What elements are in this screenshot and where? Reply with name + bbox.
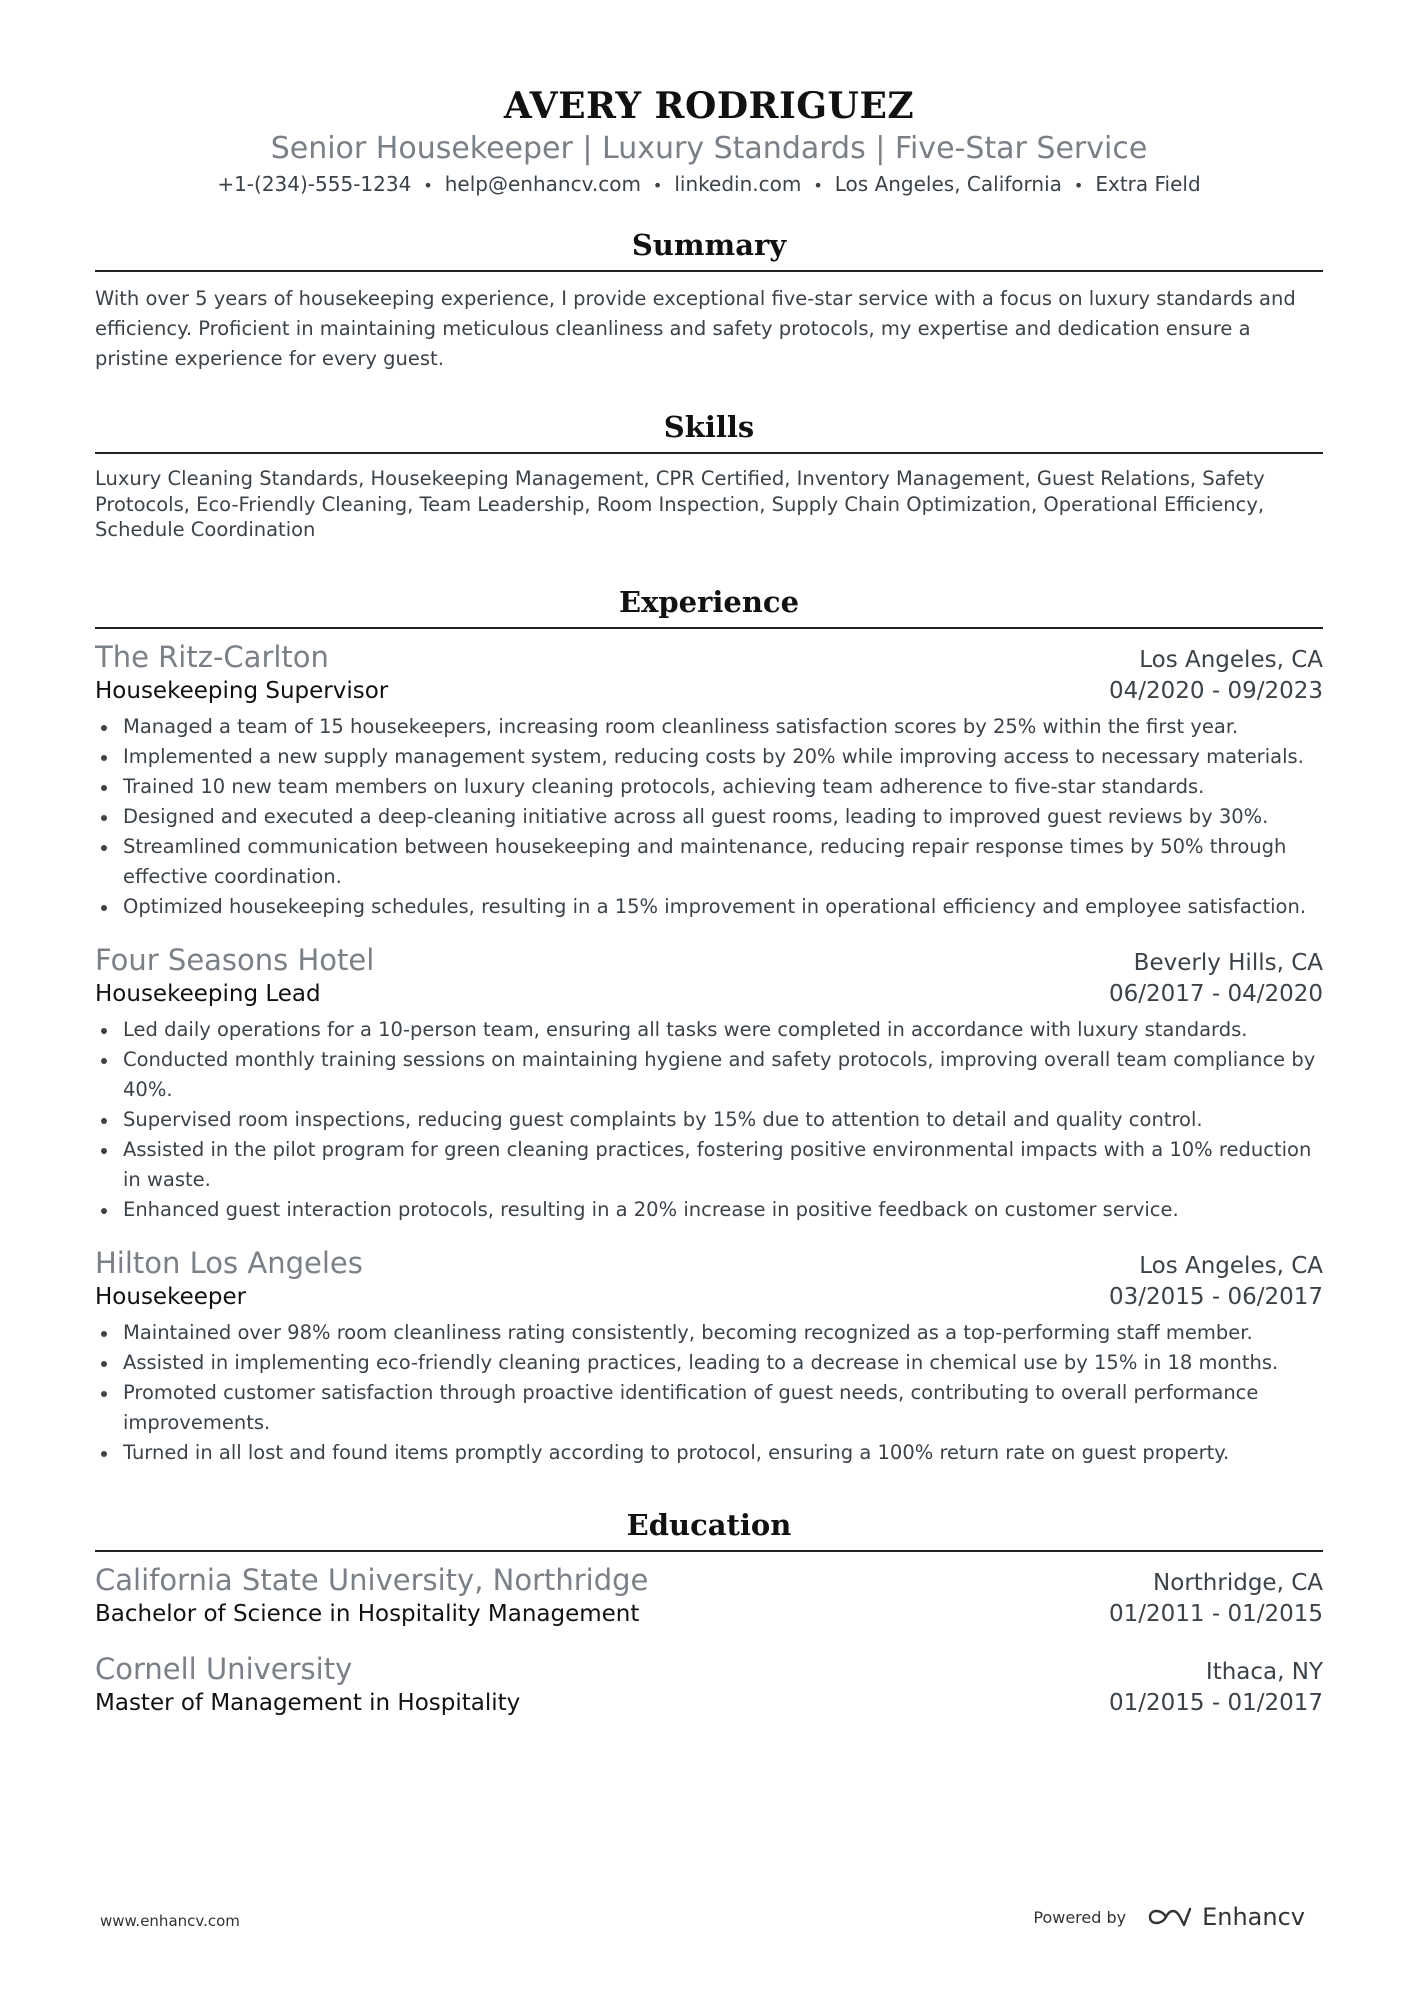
job-location: Beverly Hills, CA xyxy=(1133,949,1323,976)
job-dates: 04/2020 - 09/2023 xyxy=(1108,677,1323,704)
section-title-experience: Experience xyxy=(618,584,800,619)
list-item: Assisted in implementing eco-friendly cleaning practices, leading to a decrease in chemical use by 15% in 18 months. xyxy=(95,1348,1323,1378)
degree-name: Master of Management in Hospitality xyxy=(95,1689,521,1716)
brand-logo[interactable] xyxy=(1146,1903,1305,1931)
section-title-education: Education xyxy=(626,1507,792,1542)
contact-line xyxy=(95,170,1323,200)
footer-branding xyxy=(1033,1903,1305,1931)
brand-name: Enhancv xyxy=(1202,1903,1305,1931)
section-divider xyxy=(95,627,1323,629)
contact-location: Los Angeles, California xyxy=(834,172,1062,196)
list-item: Promoted customer satisfaction through proactive identification of guest needs, contributing to overall performance improvements. xyxy=(95,1378,1323,1438)
school-location: Northridge, CA xyxy=(1153,1569,1323,1596)
resume-page xyxy=(95,0,1323,1718)
list-item: Turned in all lost and found items promptly according to protocol, ensuring a 100% return rate on guest property. xyxy=(95,1438,1323,1468)
experience-entry xyxy=(95,942,1323,1225)
section-title-skills: Skills xyxy=(663,410,755,444)
contact-phone: +1-(234)-555-1234 xyxy=(217,172,412,196)
company-name: The Ritz-Carlton xyxy=(95,639,329,674)
enhancv-logo-icon xyxy=(1146,1905,1194,1929)
contact-email[interactable]: help@enhancv.com xyxy=(444,172,641,196)
footer-website-link[interactable]: www.enhancv.com xyxy=(100,1912,240,1930)
job-title: Housekeeper xyxy=(95,1283,247,1310)
school-name: California State University, Northridge xyxy=(95,1562,649,1597)
school-location: Ithaca, NY xyxy=(1205,1658,1323,1685)
job-title: Housekeeping Supervisor xyxy=(95,677,389,704)
experience-entry xyxy=(95,639,1323,922)
list-item: Enhanced guest interaction protocols, resulting in a 20% increase in positive feedback on customer service. xyxy=(95,1195,1323,1225)
list-item: Streamlined communication between housekeeping and maintenance, reducing repair response times by 50% through effective coordination. xyxy=(95,832,1323,892)
contact-separator: • xyxy=(652,176,663,195)
contact-linkedin[interactable]: linkedin.com xyxy=(674,172,802,196)
job-dates: 06/2017 - 04/2020 xyxy=(1108,980,1323,1007)
candidate-name: AVERY RODRIGUEZ xyxy=(503,85,915,127)
list-item: Optimized housekeeping schedules, resulting in a 15% improvement in operational efficiency and employee satisfaction. xyxy=(95,892,1323,922)
list-item: Designed and executed a deep-cleaning initiative across all guest rooms, leading to improved guest reviews by 30%. xyxy=(95,802,1323,832)
job-dates: 03/2015 - 06/2017 xyxy=(1108,1283,1323,1310)
contact-separator: • xyxy=(423,176,433,195)
section-divider xyxy=(95,452,1323,454)
job-location: Los Angeles, CA xyxy=(1139,646,1323,673)
section-divider xyxy=(95,270,1323,272)
list-item: Implemented a new supply management system, reducing costs by 20% while improving access to necessary materials. xyxy=(95,742,1323,772)
education-dates: 01/2015 - 01/2017 xyxy=(1108,1689,1323,1716)
experience-section xyxy=(95,583,1323,1468)
education-entry xyxy=(95,1562,1323,1629)
education-entry xyxy=(95,1651,1323,1718)
education-section xyxy=(95,1506,1323,1718)
degree-name: Bachelor of Science in Hospitality Management xyxy=(95,1600,640,1627)
list-item: Maintained over 98% room cleanliness rating consistently, becoming recognized as a top-performing staff member. xyxy=(95,1318,1323,1348)
education-dates: 01/2011 - 01/2015 xyxy=(1108,1600,1323,1627)
contact-separator: • xyxy=(1073,176,1084,195)
skills-text: Luxury Cleaning Standards, Housekeeping Management, CPR Certified, Inventory Management, Guest Relations, Safety Protocols, Eco-Friendly Cleaning, Team Leadership, Room Inspection, Supply Chain Optimization, Operational Efficiency, Schedule Coordination xyxy=(95,467,1265,541)
contact-extra-field: Extra Field xyxy=(1095,172,1201,196)
candidate-headline: Senior Housekeeper | Luxury Standards | Five-Star Service xyxy=(270,131,1148,166)
list-item: Conducted monthly training sessions on maintaining hygiene and safety protocols, improving overall team compliance by 40%. xyxy=(95,1045,1323,1105)
experience-entry xyxy=(95,1245,1323,1468)
list-item: Managed a team of 15 housekeepers, increasing room cleanliness satisfaction scores by 25% within the first year. xyxy=(95,712,1323,742)
achievement-list xyxy=(95,712,1323,922)
achievement-list xyxy=(95,1318,1323,1468)
achievement-list xyxy=(95,1015,1323,1225)
list-item: Trained 10 new team members on luxury cleaning protocols, achieving team adherence to five-star standards. xyxy=(95,772,1323,802)
list-item: Supervised room inspections, reducing guest complaints by 15% due to attention to detail and quality control. xyxy=(95,1105,1323,1135)
list-item: Led daily operations for a 10-person team, ensuring all tasks were completed in accordance with luxury standards. xyxy=(95,1015,1323,1045)
job-location: Los Angeles, CA xyxy=(1139,1252,1323,1279)
company-name: Four Seasons Hotel xyxy=(95,942,375,977)
contact-separator: • xyxy=(813,176,823,195)
company-name: Hilton Los Angeles xyxy=(95,1245,363,1280)
summary-section xyxy=(95,226,1323,374)
section-divider xyxy=(95,1550,1323,1552)
list-item: Assisted in the pilot program for green cleaning practices, fostering positive environmental impacts with a 10% reduction in waste. xyxy=(95,1135,1323,1195)
powered-by-label: Powered by xyxy=(1033,1907,1127,1927)
skills-section xyxy=(95,408,1323,543)
school-name: Cornell University xyxy=(95,1651,353,1686)
summary-text: With over 5 years of housekeeping experience, I provide exceptional five-star service with a focus on luxury standards and efficiency. Proficient in maintaining meticulous cleanliness and safety protocols, my expertise and dedication ensure a pristine experience for every guest. xyxy=(95,287,1296,370)
section-title-summary: Summary xyxy=(631,228,787,262)
job-title: Housekeeping Lead xyxy=(95,980,321,1007)
